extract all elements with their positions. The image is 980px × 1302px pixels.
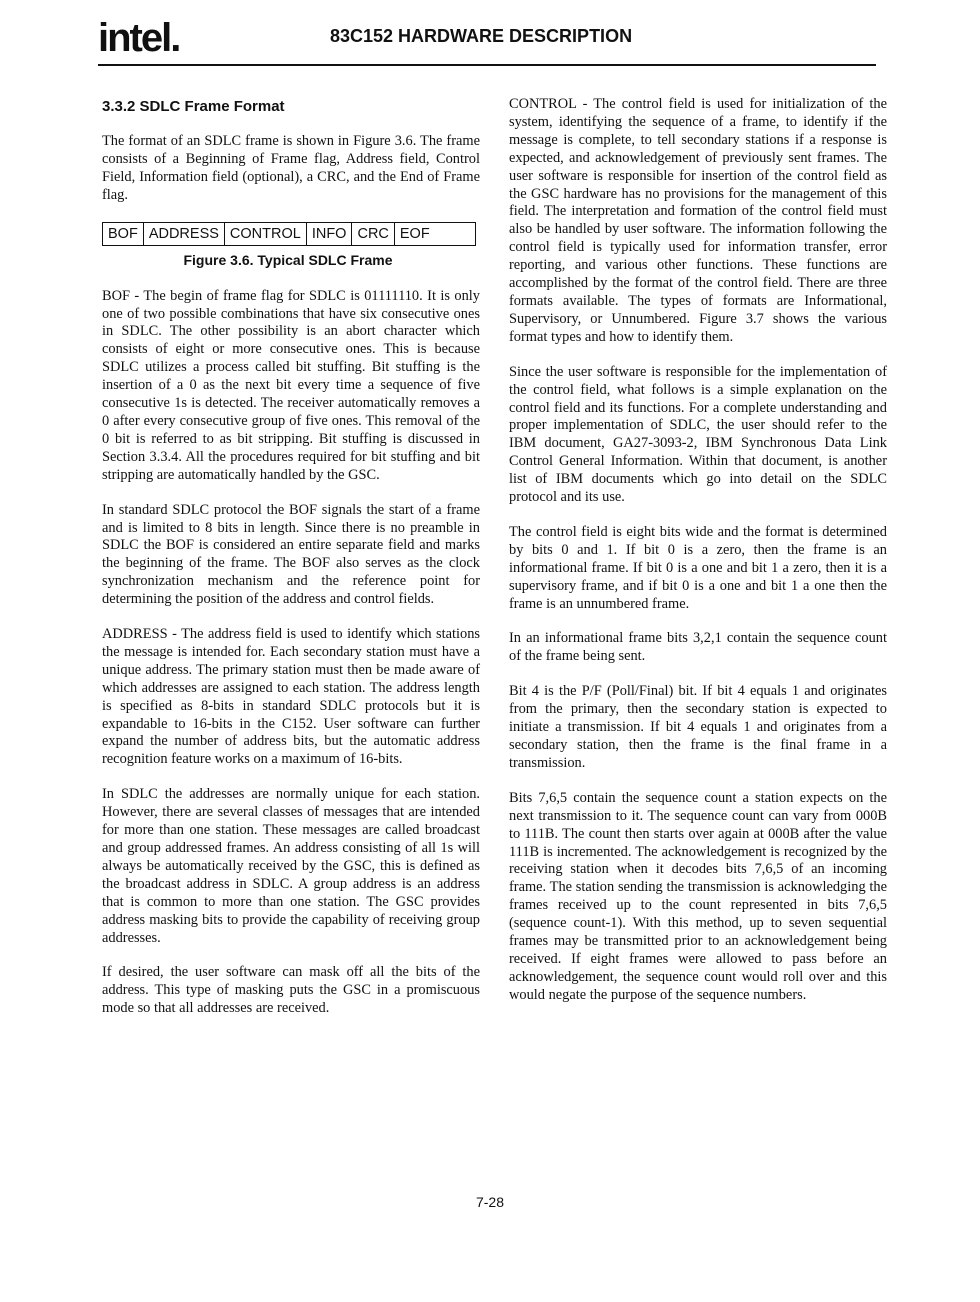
frame-field-eof: EOF xyxy=(399,225,430,242)
paragraph-sequence-count: Bits 7,6,5 contain the sequence count a station expects on the next transmission to it. The sequence count can vary from 000B to 111B. The count then starts over again at 000B after the value 111B is incremented. The acknowledgement is recognized by the receiving station when it decodes bits 7,6,5 of an incoming frame. The station sending the transmission is acknowledging the frames received up to the count represented in bits 7,6,5 (sequence count-1). With this method, up to seven sequential frames may be transmitted prior to an acknowledgement being received. If eight frames were allowed to pass before an acknowledgement, the sequence count would roll over and this would negate the purpose of the sequence numbers. xyxy=(509,789,887,1003)
page-header-title: 83C152 HARDWARE DESCRIPTION xyxy=(330,26,633,46)
sdlc-frame-diagram xyxy=(102,222,476,246)
intel-logo: intel. xyxy=(98,16,180,60)
paragraph-control: CONTROL - The control field is used for initialization of the system, identifying the sequence of a frame, to identify if the message is complete, to tell secondary stations if a response is expected, and acknowledgement of previously sent frames. The user software is responsible for insertion of the control field as the GSC hardware has no provisions for the management of this field. The interpretation and formation of the control field must also be handled by user software. The information following the control field is typically used for information transfer, error reporting, and various other functions. These functions are accomplished by the format of the control field. There are three formats available. The types of formats are Informational, Supervisory, or Unnumbered. Figure 3.7 shows the various format types and how to identify them. xyxy=(509,96,887,345)
paragraph-control-format: The control field is eight bits wide and the format is determined by bits 0 and 1. If bit 0 is a zero, then the frame is an informational frame. If bit 0 is a one and bit 1 a zero, then it is a supervisory frame, and if bit 0 is a one and bit 1 a one then the frame is an unnumbered frame. xyxy=(509,523,887,612)
paragraph-promiscuous: If desired, the user software can mask off all the bits of the address. This type of masking puts the GSC in a promiscuous mode so that all addresses are received. xyxy=(102,964,480,1017)
paragraph-bof-standard: In standard SDLC protocol the BOF signals the start of a frame and is limited to 8 bits in length. Since there is no preamble in SDLC the BOF is considered an entire separate field and marks the beginning of the frame. The BOF also serves as the clock synchronization mechanism and the reference point for determining the position of the address and control fields. xyxy=(102,501,480,608)
frame-field-info: INFO xyxy=(307,223,353,245)
left-column xyxy=(102,96,480,1035)
page-number: 7-28 xyxy=(475,1194,505,1210)
paragraph-informational: In an informational frame bits 3,2,1 contain the sequence count of the frame being sent. xyxy=(509,630,887,665)
frame-field-address: ADDRESS xyxy=(144,223,225,245)
paragraph-address: ADDRESS - The address field is used to identify which stations the message is intended for. Each secondary station must have a unique address. The primary station must then be made aware of which addresses are assigned to each station. The address length is specified as 8-bits in standard SDLC protocols but it is expandable to 16-bits in the C152. User software can further expand the number of address bits, but the automatic address recognition feature works on a maximum of 16-bits. xyxy=(102,626,480,768)
right-column xyxy=(509,96,887,1022)
paragraph-poll-final: Bit 4 is the P/F (Poll/Final) bit. If bit 4 equals 1 and originates from the primary, then the secondary station is expected to initiate a transmission. If bit 4 equals 1 and originates from a secondary station, then the frame is the final frame in a transmission. xyxy=(509,683,887,771)
paragraph-broadcast: In SDLC the addresses are normally unique for each station. However, there are several classes of messages that are intended for more than one station. These messages are called broadcast and group addressed frames. An address consisting of all 1s will always be automatically received by the GSC, this is defined as the broadcast address in SDLC. A group address is an address that is common to more than one station. The GSC provides address masking bits to provide the capability of receiving group addresses. xyxy=(102,786,480,946)
frame-field-crc: CRC xyxy=(352,223,394,245)
paragraph-bof: BOF - The begin of frame flag for SDLC is 01111110. It is only one of two possible combinations that have six consecutive ones in SDLC. The other possibility is an abort character which consists of eight or more consecutive ones. This is because SDLC utilizes a process called bit stuffing. Bit stuffing is the insertion of a 0 as the next bit every time a sequence of five consecutive 1s is detected. The receiver automatically removes a 0 after every consecutive group of five ones. This removal of the 0 bit is referred to as bit stripping. Bit stuffing is discussed in Section 3.3.4. All the procedures required for bit stuffing and bit stripping are automatically handled by the GSC. xyxy=(102,287,480,483)
frame-field-control: CONTROL xyxy=(225,223,307,245)
frame-field-bof: BOF xyxy=(103,223,144,245)
header-rule xyxy=(98,64,876,66)
paragraph-ibm-reference: Since the user software is responsible for the implementation of the control field, what follows is a simple explanation on the control field and its functions. For a complete understanding and proper implementation of SDLC, the user should refer to the IBM document, GA27-3093-2, IBM Synchronous Data Link Control General Information. Within that document, is another list of IBM documents which go into detail on the SDLC protocol and its use. xyxy=(509,363,887,506)
intro-paragraph: The format of an SDLC frame is shown in Figure 3.6. The frame consists of a Beginning of Frame flag, Address field, Control Field, Information field (optional), a CRC, and the End of Frame flag. xyxy=(102,133,480,203)
figure-caption: Figure 3.6. Typical SDLC Frame xyxy=(183,251,393,268)
section-title: 3.3.2 SDLC Frame Format xyxy=(102,98,285,115)
